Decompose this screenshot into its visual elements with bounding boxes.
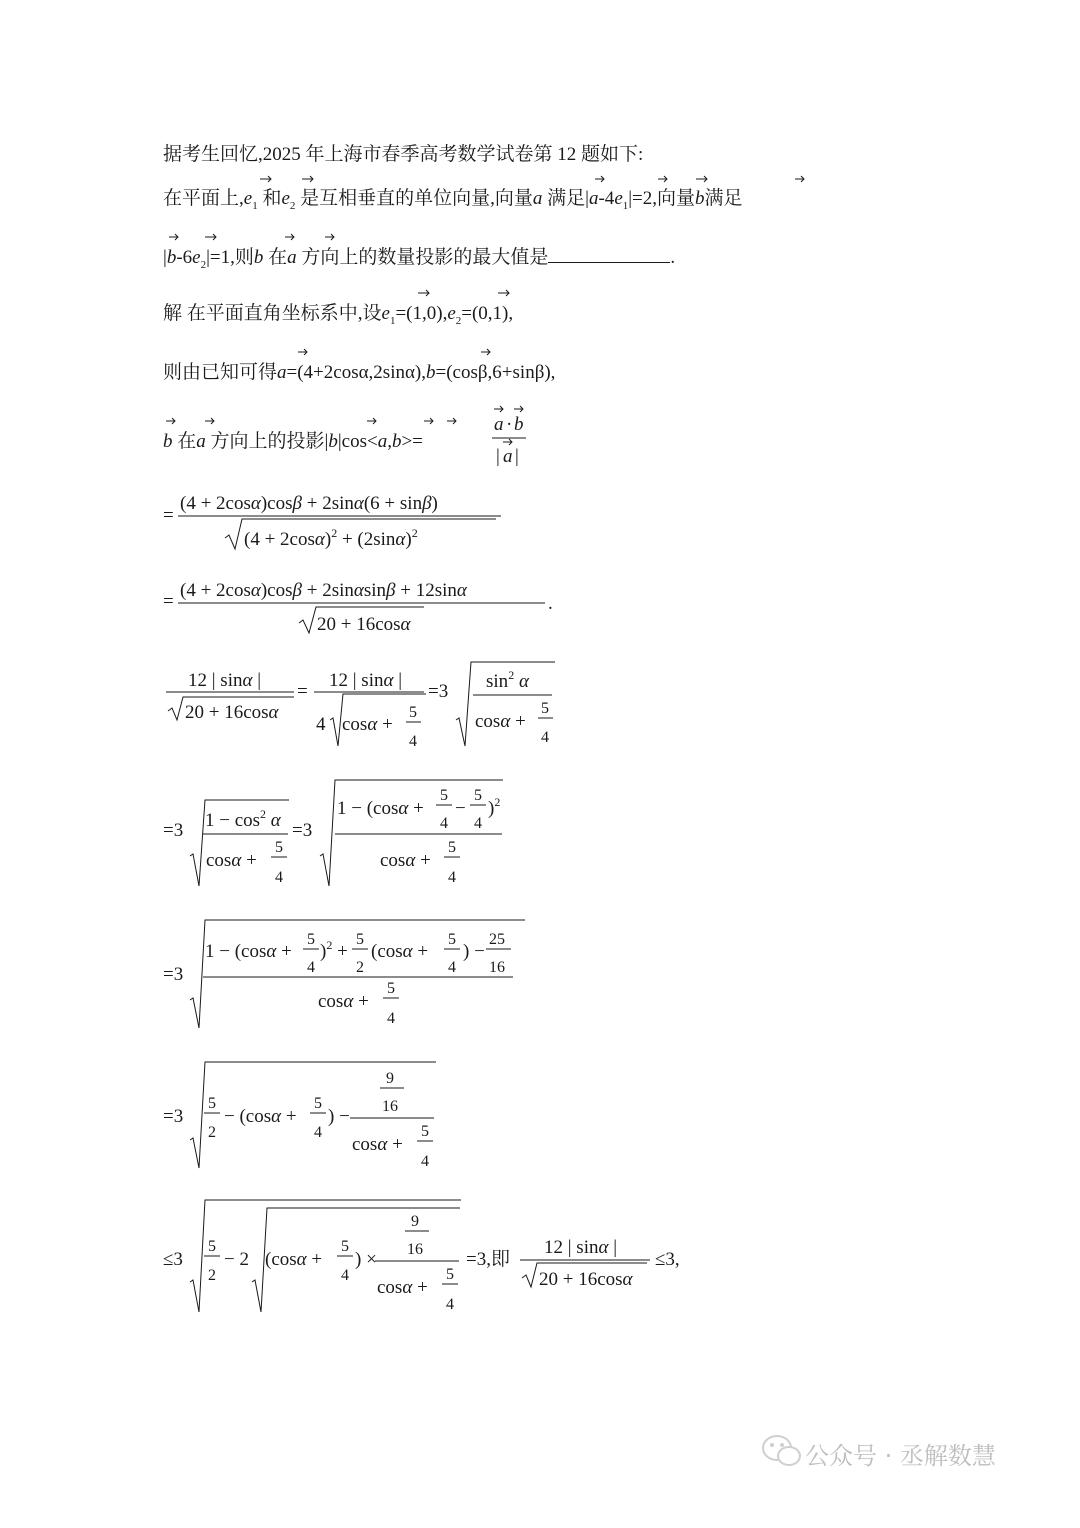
svg-text:1 − (cosα +: 1 − (cosα +: [205, 941, 292, 962]
svg-text:5: 5: [446, 1266, 454, 1283]
svg-text:.: .: [548, 593, 553, 614]
svg-text:) −: ) −: [463, 941, 485, 962]
svg-text:12 | sinα |: 12 | sinα |: [329, 670, 403, 691]
svg-text:5: 5: [448, 839, 456, 856]
svg-text:5: 5: [307, 931, 315, 948]
svg-text:cosα +: cosα +: [206, 850, 257, 871]
svg-text:5: 5: [387, 980, 395, 997]
svg-text:9: 9: [411, 1213, 419, 1230]
svg-text:5: 5: [356, 931, 364, 948]
svg-text:12 | sinα |: 12 | sinα |: [188, 670, 262, 691]
svg-text:4: 4: [387, 1010, 395, 1027]
formula-step-2: [163, 580, 553, 635]
solution-line-1: 解 在平面直角坐标系中,设$e_1=(1,0),e_2=(0,1)$,: [163, 303, 514, 327]
svg-text:− (cosα +: − (cosα +: [224, 1106, 297, 1127]
svg-text:20 + 16cosα: 20 + 16cosα: [539, 1269, 633, 1290]
svg-text:2: 2: [208, 1124, 216, 1141]
svg-text:cosα +: cosα +: [377, 1277, 428, 1298]
vector-arrows: [166, 176, 804, 424]
svg-text:1 − cos2 α: $1 - \cos^2 \alpha$: [205, 807, 281, 831]
svg-text:a: a: [494, 414, 504, 435]
svg-text:5: 5: [314, 1095, 322, 1112]
formula-step-3: [166, 662, 555, 750]
problem-line-2: $|b-6e_2|=1$,则b 在a 方向上的数量投影的最大值是 .: [163, 242, 675, 271]
svg-text:cosα +: cosα +: [318, 991, 369, 1012]
svg-text:|: |: [515, 446, 519, 467]
svg-text:4: 4: [409, 733, 417, 750]
svg-text:) ×: ) ×: [355, 1249, 377, 1270]
problem-line-1: 在平面上$,e_1$ 和$e_2$ 是互相垂直的单位向量,向量a 满足$|a-4e_1|=2$,向量b满足: [163, 188, 743, 212]
svg-text:)2 +: )$^2$ +: [320, 938, 348, 962]
svg-text:4: 4: [541, 729, 549, 746]
svg-text:4: 4: [474, 815, 482, 832]
watermark: [755, 1430, 1055, 1470]
svg-text:b: b: [514, 414, 524, 435]
svg-text:≤3,: ≤3,: [655, 1249, 680, 1270]
svg-text:4: 4: [275, 869, 283, 886]
svg-text:cosα +: cosα +: [380, 850, 431, 871]
svg-text:4: 4: [448, 959, 456, 976]
svg-text:=3: =3: [163, 820, 184, 841]
svg-text:(4 + 2cosα)cosβ + 2sinα(6 + si: (4 + 2cosα)cosβ + 2sinα(6 + sinβ): [180, 493, 438, 514]
svg-text:|: |: [496, 446, 500, 467]
svg-text:20 + 16cosα: 20 + 16cosα: [317, 614, 411, 635]
svg-text:16: 16: [489, 959, 505, 976]
svg-text:4: 4: [448, 869, 456, 886]
svg-text:4: 4: [440, 815, 448, 832]
formula-step-6: [163, 1062, 436, 1170]
svg-text:−: −: [455, 798, 466, 819]
svg-text:cosα +: cosα +: [475, 711, 526, 732]
svg-text:4: 4: [307, 959, 315, 976]
svg-text:=: =: [163, 505, 174, 526]
svg-text:cosα +: cosα +: [342, 714, 393, 735]
svg-text:)2: )$^2$: [488, 795, 501, 819]
svg-text:4: 4: [446, 1296, 454, 1313]
svg-text:sin2 α: $\sin^2 \alpha$: [486, 668, 529, 692]
svg-text:=3: =3: [292, 820, 313, 841]
svg-text:16: 16: [407, 1241, 423, 1258]
svg-text:5: 5: [208, 1238, 216, 1255]
svg-text:(4 + 2cosα)cosβ + 2sinαsinβ +: (4 + 2cosα)cosβ + 2sinαsinβ + 12sinα: [180, 580, 467, 601]
svg-text:4: 4: [314, 1124, 322, 1141]
svg-text:=3: =3: [163, 1106, 184, 1127]
solution-line-2: 则由已知可得a=(4+2cosα,2sinα),b=(cosβ,6+sinβ),: [163, 362, 556, 383]
svg-text:4: 4: [316, 714, 326, 735]
formula-step-1: [163, 493, 501, 550]
intro-text: 据考生回忆,2025 年上海市春季高考数学试卷第 12 题如下:: [163, 144, 644, 165]
svg-text:) −: ) −: [328, 1106, 350, 1127]
solution-line-3: b 在a 方向上的投影|b|cos<a,b>=: [163, 431, 423, 452]
svg-text:cosα +: cosα +: [352, 1134, 403, 1155]
svg-text:5: 5: [208, 1095, 216, 1112]
svg-text:20 + 16cosα: 20 + 16cosα: [185, 702, 279, 723]
svg-text:≤3: ≤3: [163, 1249, 183, 1270]
svg-text:=3,即: =3,即: [466, 1249, 510, 1270]
svg-text:=3: =3: [163, 964, 184, 985]
svg-text:16: 16: [382, 1098, 398, 1115]
formula-step-5: [163, 920, 525, 1028]
svg-text:12 | sinα |: 12 | sinα |: [544, 1237, 618, 1258]
svg-text:=3: =3: [428, 681, 449, 702]
svg-text:5: 5: [474, 787, 482, 804]
svg-text:1 − (cosα +: 1 − (cosα +: [337, 798, 424, 819]
svg-text:(cosα +: (cosα +: [371, 941, 429, 962]
svg-text:a: a: [503, 446, 513, 467]
svg-text:·: ·: [506, 414, 513, 435]
svg-text:9: 9: [386, 1070, 394, 1087]
formula-step-4: [163, 780, 503, 886]
svg-text:5: 5: [409, 704, 417, 721]
projection-fraction: [492, 406, 526, 467]
svg-text:4: 4: [341, 1267, 349, 1284]
svg-text:5: 5: [275, 839, 283, 856]
svg-text:=: =: [297, 681, 308, 702]
svg-text:5: 5: [448, 931, 456, 948]
watermark-label: 公众号 · 丞解数慧: [805, 1442, 996, 1470]
svg-text:5: 5: [541, 700, 549, 717]
svg-text:25: 25: [489, 931, 505, 948]
svg-text:(4 + 2cosα)2 + (2sinα)2: $(4 + 2\cos\alpha)^2 + (2\sin\alpha)^2$: [244, 526, 418, 550]
svg-text:− 2: − 2: [224, 1249, 249, 1270]
svg-text:5: 5: [440, 787, 448, 804]
svg-text:2: 2: [208, 1267, 216, 1284]
formula-step-7: [163, 1200, 680, 1313]
svg-text:(cosα +: (cosα +: [265, 1249, 323, 1270]
svg-text:4: 4: [421, 1153, 429, 1170]
svg-text:=: =: [163, 591, 174, 612]
svg-text:5: 5: [421, 1123, 429, 1140]
svg-text:5: 5: [341, 1238, 349, 1255]
svg-text:2: 2: [356, 959, 364, 976]
